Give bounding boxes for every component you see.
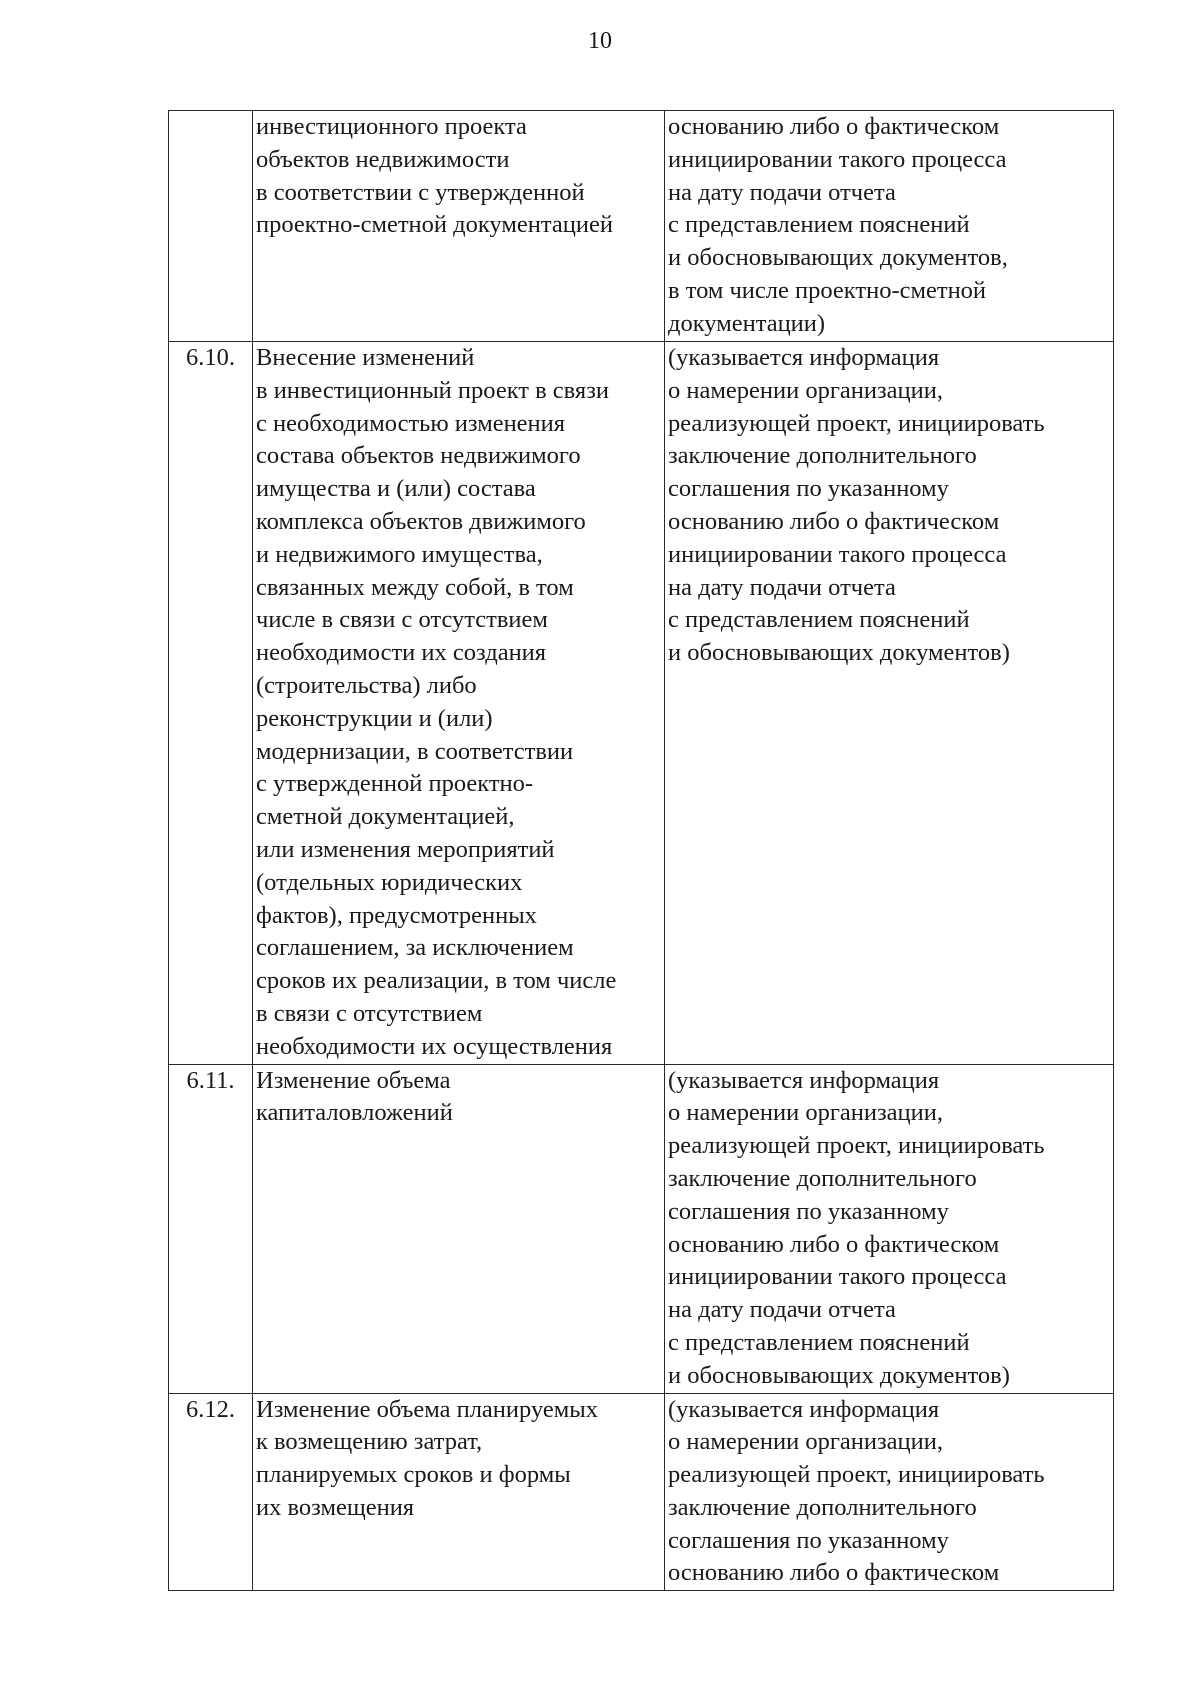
name-line: комплекса объектов движимого bbox=[256, 507, 586, 535]
info-line: основанию либо о фактическом bbox=[668, 507, 1000, 535]
name-line: числе в связи с отсутствием bbox=[256, 606, 548, 634]
item-number: 6.10. bbox=[169, 342, 253, 1065]
item-number: 6.11. bbox=[169, 1064, 253, 1393]
info-line: на дату подачи отчета bbox=[668, 573, 896, 601]
name-line: Изменение объема bbox=[256, 1066, 451, 1094]
name-line: их возмещения bbox=[256, 1493, 415, 1521]
item-name bbox=[253, 111, 665, 342]
name-line: имущества и (или) состава bbox=[256, 475, 536, 503]
info-line: реализующей проект, инициировать bbox=[668, 409, 1045, 437]
info-line: на дату подачи отчета bbox=[668, 1296, 896, 1324]
info-line: реализующей проект, инициировать bbox=[668, 1461, 1045, 1489]
info-line: с представлением пояснений bbox=[668, 1328, 970, 1356]
name-line: фактов), предусмотренных bbox=[256, 901, 537, 929]
info-line: и обосновывающих документов) bbox=[668, 1361, 1010, 1389]
name-line: с необходимостью изменения bbox=[256, 409, 566, 437]
name-line: реконструкции и (или) bbox=[256, 704, 493, 732]
info-line: и обосновывающих документов, bbox=[668, 244, 1008, 272]
document-table bbox=[168, 110, 1114, 1591]
info-line: заключение дополнительного bbox=[668, 1493, 977, 1521]
table-row bbox=[169, 342, 1114, 1065]
info-line: (указывается информация bbox=[668, 1395, 940, 1423]
name-line: соглашением, за исключением bbox=[256, 934, 574, 962]
name-line: Изменение объема планируемых bbox=[256, 1395, 598, 1423]
name-line: объектов недвижимости bbox=[256, 145, 510, 173]
name-line: состава объектов недвижимого bbox=[256, 442, 581, 470]
item-info bbox=[665, 342, 1114, 1065]
name-line: капиталовложений bbox=[256, 1099, 453, 1127]
info-line: в том числе проектно-сметной bbox=[668, 276, 987, 304]
name-line: планируемых сроков и формы bbox=[256, 1461, 571, 1489]
info-line: (указывается информация bbox=[668, 344, 940, 371]
page-number: 10 bbox=[588, 28, 612, 54]
name-line: Внесение изменений bbox=[256, 344, 475, 371]
name-line: к возмещению затрат, bbox=[256, 1428, 483, 1456]
info-line: основанию либо о фактическом bbox=[668, 113, 1000, 140]
item-name bbox=[253, 1064, 665, 1393]
item-number bbox=[169, 111, 253, 342]
item-number: 6.12. bbox=[169, 1393, 253, 1591]
table-row bbox=[169, 111, 1114, 342]
item-name bbox=[253, 1393, 665, 1591]
name-line: необходимости их создания bbox=[256, 639, 547, 667]
info-line: соглашения по указанному bbox=[668, 1197, 949, 1225]
info-line: (указывается информация bbox=[668, 1066, 940, 1094]
name-line: проектно-сметной документацией bbox=[256, 211, 613, 239]
info-line: соглашения по указанному bbox=[668, 1526, 949, 1554]
info-line: и обосновывающих документов) bbox=[668, 639, 1010, 667]
info-line: инициировании такого процесса bbox=[668, 145, 1007, 173]
item-info bbox=[665, 111, 1114, 342]
name-line: сроков их реализации, в том числе bbox=[256, 967, 617, 995]
info-line: основанию либо о фактическом bbox=[668, 1559, 1000, 1587]
name-line: (отдельных юридических bbox=[256, 868, 523, 896]
name-line: (строительства) либо bbox=[256, 671, 477, 699]
table-row bbox=[169, 1393, 1114, 1591]
info-line: о намерении организации, bbox=[668, 376, 943, 404]
name-line: в инвестиционный проект в связи bbox=[256, 376, 609, 404]
name-line: необходимости их осуществления bbox=[256, 1032, 613, 1060]
item-name bbox=[253, 342, 665, 1065]
name-line: сметной документацией, bbox=[256, 803, 515, 831]
info-line: с представлением пояснений bbox=[668, 211, 970, 239]
table-row bbox=[169, 1064, 1114, 1393]
info-line: на дату подачи отчета bbox=[668, 178, 896, 206]
info-line: основанию либо о фактическом bbox=[668, 1230, 1000, 1258]
name-line: с утвержденной проектно- bbox=[256, 770, 534, 798]
info-line: заключение дополнительного bbox=[668, 442, 977, 470]
name-line: инвестиционного проекта bbox=[256, 113, 527, 140]
info-line: документации) bbox=[668, 309, 826, 337]
info-line: инициировании такого процесса bbox=[668, 1263, 1007, 1291]
info-line: инициировании такого процесса bbox=[668, 540, 1007, 568]
name-line: связанных между собой, в том bbox=[256, 573, 574, 601]
name-line: в соответствии с утвержденной bbox=[256, 178, 585, 206]
name-line: или изменения мероприятий bbox=[256, 835, 555, 863]
name-line: и недвижимого имущества, bbox=[256, 540, 543, 568]
name-line: в связи с отсутствием bbox=[256, 999, 483, 1027]
info-line: заключение дополнительного bbox=[668, 1164, 977, 1192]
name-line: модернизации, в соответствии bbox=[256, 737, 574, 765]
info-line: о намерении организации, bbox=[668, 1099, 943, 1127]
item-info bbox=[665, 1064, 1114, 1393]
info-line: о намерении организации, bbox=[668, 1428, 943, 1456]
info-line: соглашения по указанному bbox=[668, 475, 949, 503]
item-info bbox=[665, 1393, 1114, 1591]
info-line: реализующей проект, инициировать bbox=[668, 1132, 1045, 1160]
info-line: с представлением пояснений bbox=[668, 606, 970, 634]
